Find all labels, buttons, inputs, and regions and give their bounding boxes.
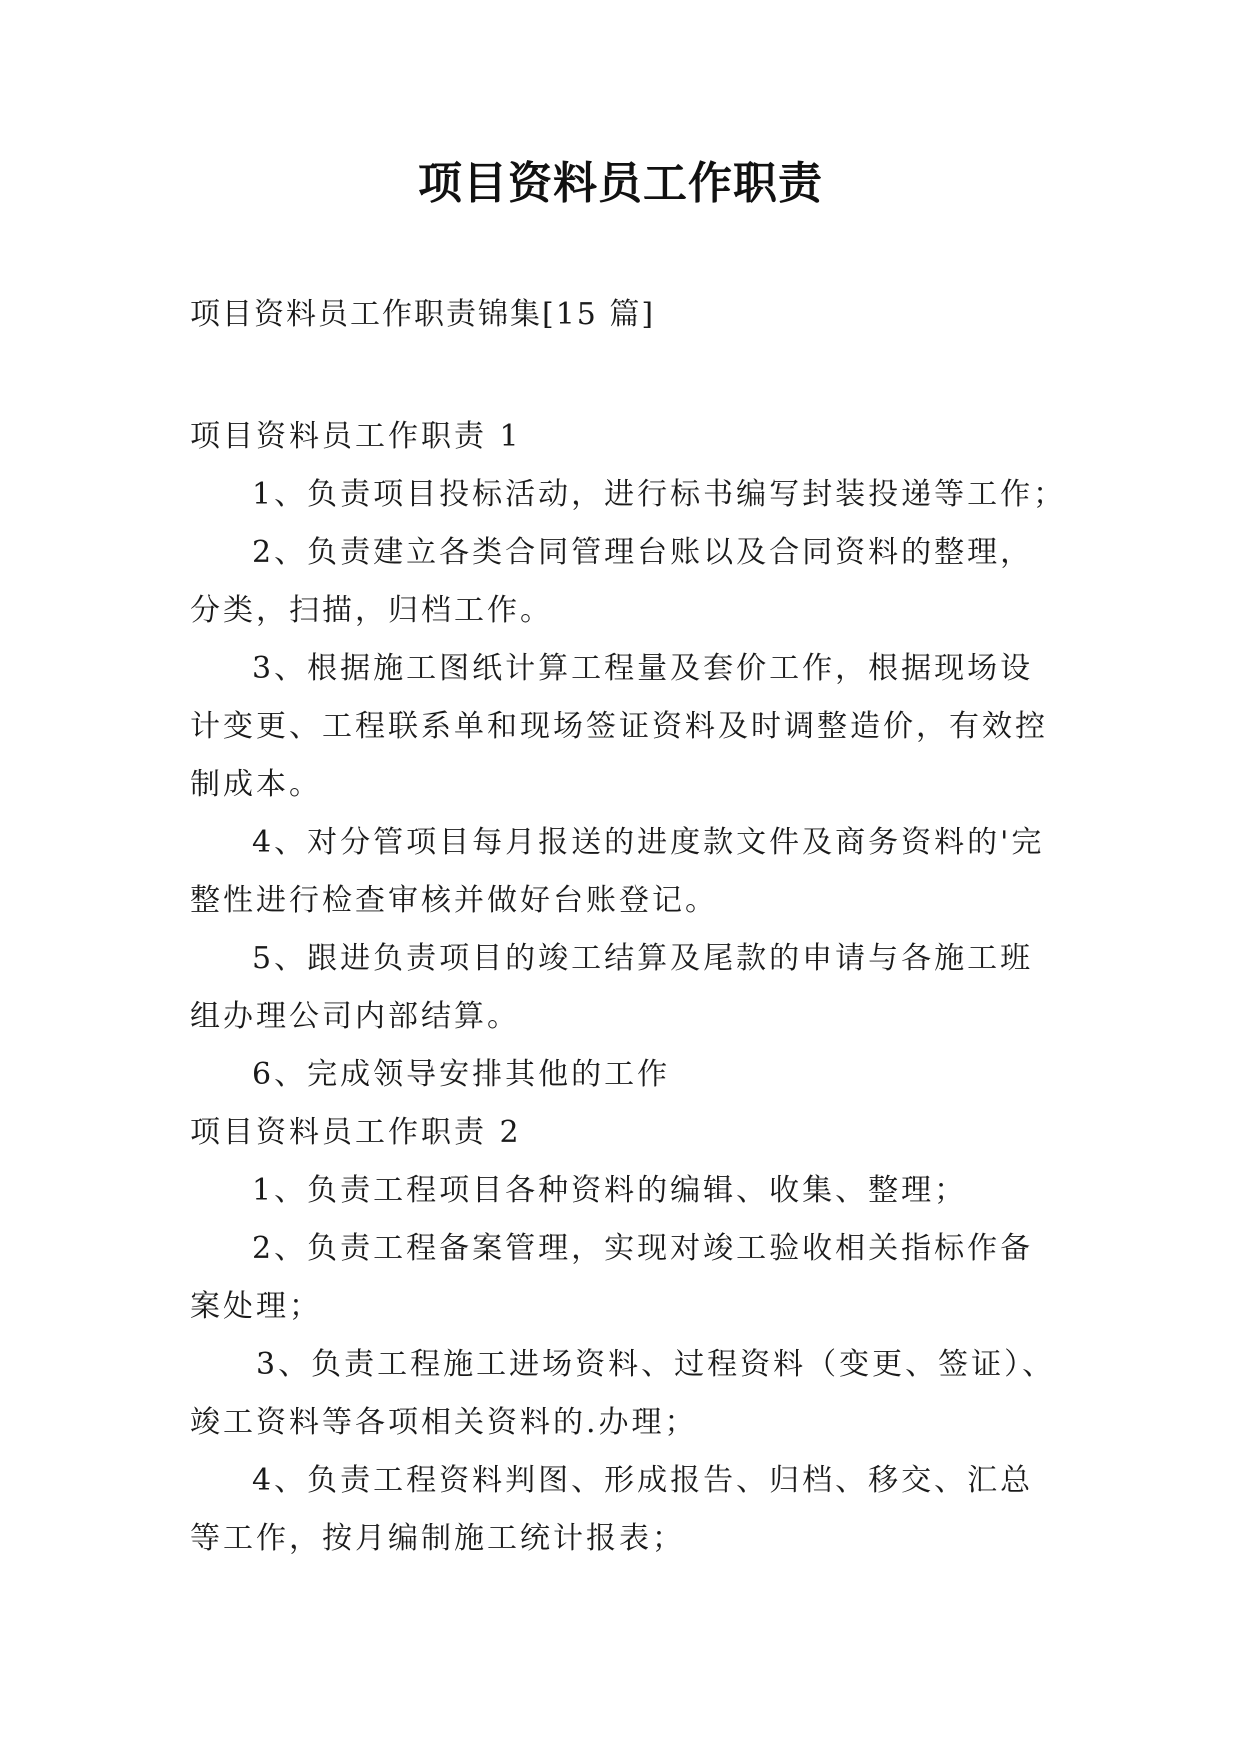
paragraph-line: 5、跟进负责项目的竣工结算及尾款的申请与各施工班 — [252, 941, 1034, 976]
paragraph-line: 3、根据施工图纸计算工程量及套价工作，根据现场设 — [252, 651, 1034, 686]
paragraph-line: 竣工资料等各项相关资料的.办理； — [190, 1405, 698, 1440]
paragraph-line: 组办理公司内部结算。 — [190, 999, 520, 1034]
paragraph-line: 4、对分管项目每月报送的进度款文件及商务资料的'完 — [252, 825, 1045, 860]
paragraph-line: 案处理； — [190, 1289, 322, 1324]
paragraph-line: 6、完成领导安排其他的工作 — [252, 1057, 671, 1092]
document-body — [190, 408, 1070, 1568]
paragraph-line: 2、负责工程备案管理，实现对竣工验收相关指标作备 — [252, 1231, 1034, 1266]
paragraph-line: 制成本。 — [190, 767, 322, 802]
paragraph-line: 计变更、工程联系单和现场签证资料及时调整造价，有效控 — [190, 709, 1048, 744]
section-heading-1: 项目资料员工作职责 1 — [190, 419, 522, 454]
paragraph-line: 4、负责工程资料判图、形成报告、归档、移交、汇总 — [252, 1463, 1034, 1498]
paragraph-line: 2、负责建立各类合同管理台账以及合同资料的整理， — [252, 535, 1034, 570]
paragraph-line: 分类，扫描，归档工作。 — [190, 593, 553, 628]
paragraph-line: 整性进行检查审核并做好台账登记。 — [190, 883, 718, 918]
paragraph-line: 1、负责工程项目各种资料的编辑、收集、整理； — [252, 1173, 968, 1208]
paragraph-line: 1、负责项目投标活动，进行标书编写封装投递等工作； — [252, 477, 1067, 512]
paragraph-line: 等工作，按月编制施工统计报表； — [190, 1521, 685, 1556]
section-heading-2: 项目资料员工作职责 2 — [190, 1115, 522, 1150]
document-subtitle: 项目资料员工作职责锦集[15 篇] — [190, 297, 656, 332]
document-title: 项目资料员工作职责 — [418, 158, 823, 209]
paragraph-line: 3、负责工程施工进场资料、过程资料（变更、签证）、 — [256, 1347, 1056, 1382]
